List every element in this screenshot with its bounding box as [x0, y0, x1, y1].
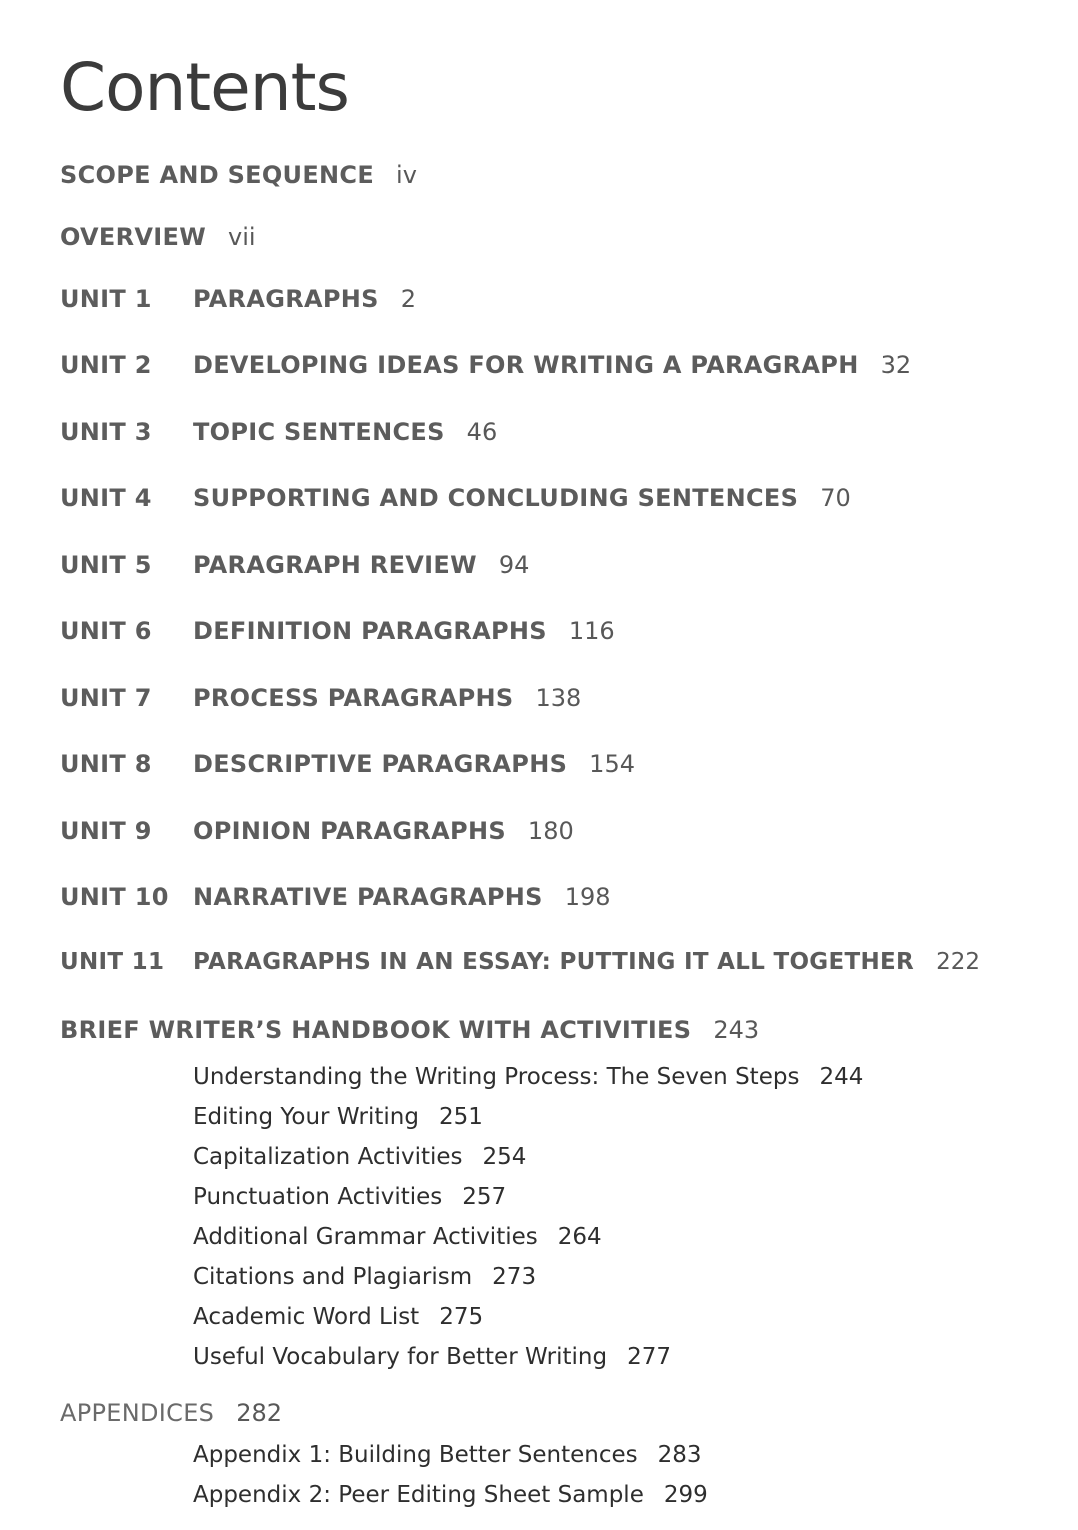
- handbook-item[interactable]: [193, 1097, 863, 1137]
- page-number: 251: [438, 1104, 483, 1130]
- unit-title: OPINION PARAGRAPHS: [193, 817, 506, 845]
- page-number: 283: [657, 1442, 702, 1468]
- entry-label: SCOPE AND SEQUENCE: [60, 161, 375, 189]
- page-number: 282: [236, 1399, 283, 1427]
- page-number: 46: [466, 418, 498, 446]
- handbook-item[interactable]: [193, 1337, 863, 1377]
- handbook-item[interactable]: [193, 1137, 863, 1177]
- page-number: vii: [227, 223, 256, 251]
- toc-entry-scope-and-sequence[interactable]: [60, 163, 417, 187]
- page-number: 198: [564, 883, 611, 911]
- page-number: 257: [462, 1184, 507, 1210]
- unit-label: UNIT 1: [60, 285, 152, 313]
- page-number: 32: [880, 351, 912, 379]
- unit-label: UNIT 5: [60, 551, 152, 579]
- handbook-item[interactable]: [193, 1217, 863, 1257]
- toc-entry-appendices[interactable]: [60, 1401, 282, 1425]
- handbook-item[interactable]: [193, 1057, 863, 1097]
- appendices-list: [193, 1435, 708, 1515]
- unit-title: PARAGRAPH REVIEW: [193, 551, 477, 579]
- page-number: 154: [589, 750, 635, 778]
- handbook-item[interactable]: [193, 1177, 863, 1217]
- toc-entry-unit-10[interactable]: [60, 885, 611, 909]
- page-number: 70: [820, 484, 851, 512]
- page-number: 116: [568, 617, 615, 645]
- handbook-list: [193, 1057, 863, 1377]
- item-title: Academic Word List: [193, 1304, 420, 1330]
- toc-entry-unit-5[interactable]: [60, 553, 529, 577]
- page-title: Contents: [60, 49, 349, 126]
- unit-label: UNIT 2: [60, 351, 152, 379]
- toc-entry-unit-6[interactable]: [60, 619, 615, 643]
- unit-title: PARAGRAPHS IN AN ESSAY: PUTTING IT ALL TOGETHER: [193, 949, 915, 975]
- unit-title: PARAGRAPHS: [193, 285, 379, 313]
- handbook-item[interactable]: [193, 1297, 863, 1337]
- unit-label: UNIT 9: [60, 817, 152, 845]
- unit-label: UNIT 6: [60, 617, 152, 645]
- unit-label: UNIT 11: [60, 949, 165, 975]
- entry-label: APPENDICES: [60, 1399, 215, 1427]
- unit-title: DESCRIPTIVE PARAGRAPHS: [193, 750, 568, 778]
- unit-label: UNIT 8: [60, 750, 152, 778]
- unit-title: PROCESS PARAGRAPHS: [193, 684, 514, 712]
- toc-entry-unit-9[interactable]: [60, 819, 574, 843]
- entry-label: BRIEF WRITER’S HANDBOOK WITH ACTIVITIES: [60, 1016, 692, 1044]
- unit-label: UNIT 10: [60, 883, 169, 911]
- page-number: 273: [492, 1264, 537, 1290]
- toc-entry-unit-3[interactable]: [60, 420, 497, 444]
- appendix-item[interactable]: [193, 1435, 708, 1475]
- page-number: 243: [713, 1016, 760, 1044]
- item-title: Additional Grammar Activities: [193, 1224, 538, 1250]
- page-number: 254: [482, 1144, 527, 1170]
- toc-entry-overview[interactable]: [60, 225, 256, 249]
- toc-entry-unit-2[interactable]: [60, 353, 911, 377]
- toc-entry-handbook[interactable]: [60, 1018, 759, 1042]
- item-title: Appendix 1: Building Better Sentences: [193, 1442, 638, 1468]
- toc-entry-unit-8[interactable]: [60, 752, 635, 776]
- page-number: iv: [396, 161, 417, 189]
- page-number: 244: [819, 1064, 864, 1090]
- appendix-item[interactable]: [193, 1475, 708, 1515]
- unit-title: DEVELOPING IDEAS FOR WRITING A PARAGRAPH: [193, 351, 859, 379]
- handbook-item[interactable]: [193, 1257, 863, 1297]
- item-title: Useful Vocabulary for Better Writing: [193, 1344, 608, 1370]
- page-number: 299: [663, 1482, 708, 1508]
- unit-label: UNIT 3: [60, 418, 152, 446]
- toc-entry-unit-1[interactable]: [60, 287, 416, 311]
- item-title: Punctuation Activities: [193, 1184, 443, 1210]
- unit-title: DEFINITION PARAGRAPHS: [193, 617, 547, 645]
- toc-entry-unit-7[interactable]: [60, 686, 581, 710]
- item-title: Appendix 2: Peer Editing Sheet Sample: [193, 1482, 644, 1508]
- page-number: 94: [498, 551, 530, 579]
- page-number: 180: [527, 817, 574, 845]
- item-title: Citations and Plagiarism: [193, 1264, 473, 1290]
- toc-entry-unit-11[interactable]: [60, 951, 980, 974]
- toc-entry-unit-4[interactable]: [60, 486, 851, 510]
- page-number: 264: [557, 1224, 602, 1250]
- item-title: Understanding the Writing Process: The Seven Steps: [193, 1064, 800, 1090]
- unit-title: TOPIC SENTENCES: [193, 418, 445, 446]
- page-number: 222: [936, 949, 980, 975]
- entry-label: OVERVIEW: [60, 223, 206, 251]
- page-number: 277: [627, 1344, 672, 1370]
- page-number: 138: [535, 684, 582, 712]
- page-number: 275: [439, 1304, 484, 1330]
- page-number: 2: [400, 285, 417, 313]
- unit-label: UNIT 7: [60, 684, 152, 712]
- item-title: Capitalization Activities: [193, 1144, 463, 1170]
- unit-label: UNIT 4: [60, 484, 152, 512]
- item-title: Editing Your Writing: [193, 1104, 419, 1130]
- unit-title: NARRATIVE PARAGRAPHS: [193, 883, 543, 911]
- unit-title: SUPPORTING AND CONCLUDING SENTENCES: [193, 484, 799, 512]
